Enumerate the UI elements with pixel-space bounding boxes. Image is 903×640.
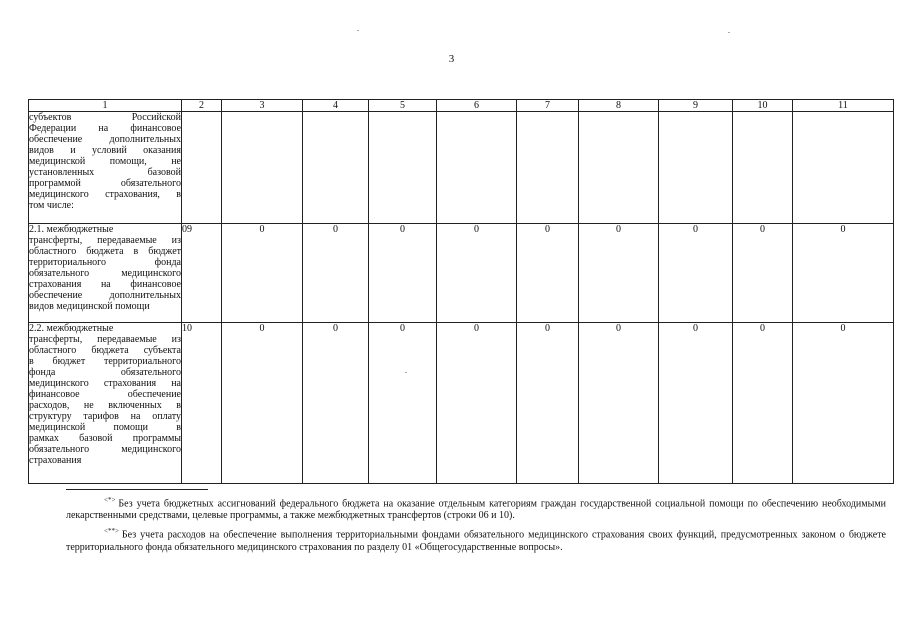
header-row [29, 100, 894, 112]
row-description [29, 112, 182, 224]
table-cell [222, 112, 303, 224]
table-cell [733, 112, 793, 224]
table-cell [793, 112, 894, 224]
footnote-divider [66, 489, 208, 490]
description-line: трансферты, передаваемые из [29, 334, 181, 345]
table-row [29, 323, 894, 484]
column-header: 4 [303, 100, 369, 112]
table-cell: 0 [369, 224, 437, 323]
description-line: трансферты, передаваемые из [29, 235, 181, 246]
table-cell: 0 [369, 323, 437, 484]
column-header: 10 [733, 100, 793, 112]
description-line: том числе: [29, 200, 74, 211]
column-header: 6 [437, 100, 517, 112]
footnote-text: Без учета расходов на обеспечение выполнения территориальными фондами обязательного медицинского страхования своих функций, предусмотренных законом о бюджете территориального фонда обязательного медицинского страхования по разделу 01 «Общегосударственные вопросы». [66, 529, 886, 553]
table-cell: 0 [222, 224, 303, 323]
description-line: фонда обязательного [29, 367, 181, 378]
table-cell [303, 112, 369, 224]
column-header: 9 [659, 100, 733, 112]
financing-table [28, 99, 894, 484]
table-cell: 0 [659, 323, 733, 484]
table-cell: 0 [793, 323, 894, 484]
footnote [66, 525, 886, 553]
description-line: обязательного медицинского [29, 444, 181, 455]
table-cell [369, 112, 437, 224]
table-cell: 0 [437, 323, 517, 484]
table-cell: 0 [517, 323, 579, 484]
table-cell: 0 [437, 224, 517, 323]
row-code: 10 [182, 323, 222, 484]
scan-speck [405, 372, 407, 373]
page-number: 3 [448, 53, 455, 65]
table-row [29, 112, 894, 224]
description-line: 2.2. межбюджетные [29, 323, 114, 334]
description-line: рамках базовой программы [29, 433, 181, 444]
description-line: обязательного медицинского [29, 268, 181, 279]
description-line: Федерации на финансовое [29, 123, 181, 134]
description-line: медицинской помощи, не [29, 156, 181, 167]
column-header: 8 [579, 100, 659, 112]
description-line: обеспечение дополнительных [29, 134, 181, 145]
column-header: 5 [369, 100, 437, 112]
scan-speck [728, 32, 730, 33]
description-line: субъектов Российской [29, 112, 181, 123]
description-line: территориального фонда [29, 257, 181, 268]
table-cell: 0 [579, 224, 659, 323]
table-cell [437, 112, 517, 224]
table-row [29, 224, 894, 323]
description-line: страхования на финансовое [29, 279, 181, 290]
column-header: 11 [793, 100, 894, 112]
table-cell: 0 [733, 323, 793, 484]
footnote [66, 494, 886, 522]
table-cell: 0 [517, 224, 579, 323]
description-line: в бюджет территориального [29, 356, 181, 367]
column-header: 1 [29, 100, 182, 112]
table-cell: 0 [793, 224, 894, 323]
footnote-mark: <**> [104, 527, 119, 536]
table-cell: 0 [303, 323, 369, 484]
table-cell [659, 112, 733, 224]
description-line: медицинской помощи в [29, 422, 181, 433]
footnote-mark: <*> [104, 496, 116, 504]
footnote-text: Без учета бюджетных ассигнований федерального бюджета на оказание отдельным категориям граждан государственной социальной помощи по обеспечению необходимыми лекарственными средствами, целевые программы, а также межбюджетных трансфертов (строки 06 и 10). [66, 498, 886, 522]
description-line: обеспечение дополнительных [29, 290, 181, 301]
footnotes [66, 489, 886, 557]
description-line: структуру тарифов на оплату [29, 411, 181, 422]
row-description [29, 224, 182, 323]
table-cell: 0 [733, 224, 793, 323]
description-line: областного бюджета субъекта [29, 345, 181, 356]
row-code: 09 [182, 224, 222, 323]
table-cell: 0 [222, 323, 303, 484]
row-code [182, 112, 222, 224]
description-line: программой обязательного [29, 178, 181, 189]
description-line: видов медицинской помощи [29, 301, 150, 312]
column-header: 7 [517, 100, 579, 112]
scan-speck [357, 30, 359, 31]
description-line: областного бюджета в бюджет [29, 246, 181, 257]
description-line: страхования [29, 455, 82, 466]
description-line: медицинского страхования, в [29, 189, 181, 200]
table-cell: 0 [659, 224, 733, 323]
column-header: 2 [182, 100, 222, 112]
table-cell: 0 [303, 224, 369, 323]
description-line: установленных базовой [29, 167, 181, 178]
table-cell [579, 112, 659, 224]
description-line: видов и условий оказания [29, 145, 181, 156]
description-line: медицинского страхования на [29, 378, 181, 389]
column-header: 3 [222, 100, 303, 112]
description-line: 2.1. межбюджетные [29, 224, 114, 235]
row-description [29, 323, 182, 484]
description-line: финансовое обеспечение [29, 389, 181, 400]
table-cell [517, 112, 579, 224]
description-line: расходов, не включенных в [29, 400, 181, 411]
table-cell: 0 [579, 323, 659, 484]
